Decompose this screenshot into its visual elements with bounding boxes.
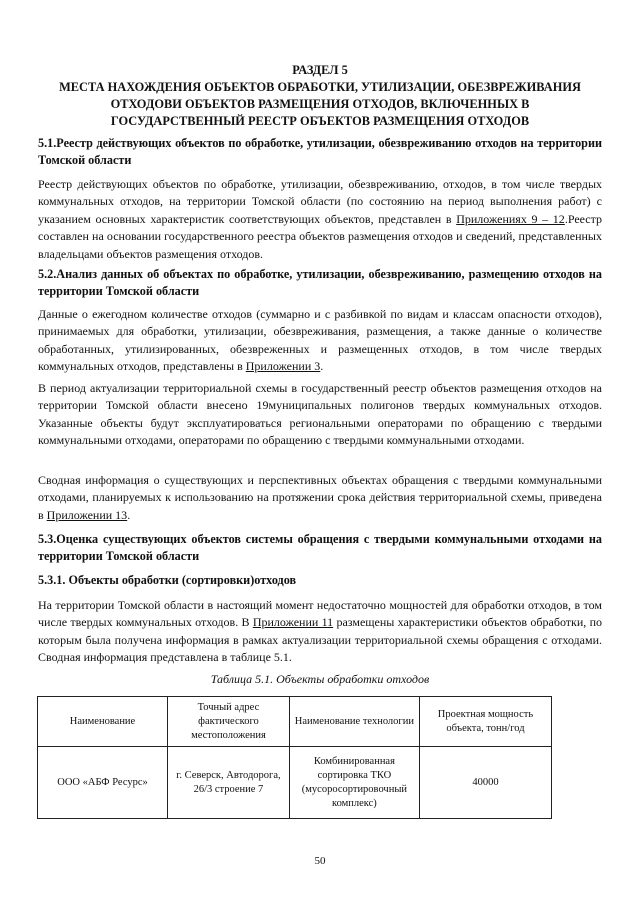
table-cell: 40000 — [419, 747, 551, 819]
table-header-cell: Точный адрес фактического местоположения — [168, 697, 290, 747]
table-header-cell: Наименование технологии — [289, 697, 419, 747]
table-header-row — [38, 697, 552, 747]
table-header-cell: Проектная мощность объекта, тонн/год — [419, 697, 551, 747]
heading-5-1: 5.1.Реестр действующих объектов по обработке, утилизации, обезвреживанию отходов на территории Томской области — [38, 136, 602, 167]
paragraph-5-1: Реестр действующих объектов по обработке, утилизации, обезвреживанию, отходов, в том числе твердых коммунальных отходов, на территории Томской области (по состоянию на период выполнения работ) с указанием основных характеристик соответствующих объектов, представлен в Приложениях 9 – 12.Реестр составлен на основании государственного реестра объектов размещения отходов и сведений, представленных владельцами объектов размещения отходов. — [38, 177, 602, 261]
objects-table — [37, 696, 552, 819]
paragraph-5-2-3: Сводная информация о существующих и перспективных объектах обращения с твердыми коммунальными отходами, планируемых к использованию на протяжении срока действия территориальной схемы, приведена в Приложении 13. — [38, 473, 602, 522]
section-title-line-3: ГОСУДАРСТВЕННЫЙ РЕЕСТР ОБЪЕКТОВ РАЗМЕЩЕНИЯ ОТХОДОВ — [110, 114, 530, 128]
link-appendix-11[interactable]: Приложении 11 — [252, 615, 334, 630]
paragraph-5-3-1: На территории Томской области в настоящий момент недостаточно мощностей для обработки отходов, в том числе твердых коммунальных отходов. В Приложении 11 размещены характеристики объектов обработки, по которым была получена информация в рамках актуализации территориальной схемы обращения с отходами. Сводная информация представлена в таблице 5.1. — [38, 598, 602, 665]
table-cell: ООО «АБФ Ресурс» — [38, 747, 168, 819]
link-appendix-9-12[interactable]: Приложениях 9 – 12 — [456, 211, 565, 226]
section-title-line-1: МЕСТА НАХОЖДЕНИЯ ОБЪЕКТОВ ОБРАБОТКИ, УТИЛИЗАЦИИ, ОБЕЗВРЕЖИВАНИЯ — [59, 80, 581, 94]
paragraph-5-2-1: Данные о ежегодном количестве отходов (суммарно и с разбивкой по видам и классам опасности отходов), принимаемых для обработки, утилизации, обезвреживания, размещения, а также данные о количестве обработанных, утилизированных, обезвреженных и размещенных отходов, в том числе твердых коммунальных отходов, представлены в Приложении 3. — [38, 307, 602, 374]
table-header-cell: Наименование — [38, 697, 168, 747]
section-title-line-2: ОТХОДОВИ ОБЪЕКТОВ РАЗМЕЩЕНИЯ ОТХОДОВ, ВКЛЮЧЕННЫХ В — [110, 97, 530, 111]
page-number: 50 — [314, 855, 326, 867]
table-cell: Комбинированная сортировка ТКО (мусоросортировочный комплекс) — [289, 747, 419, 819]
heading-5-3: 5.3.Оценка существующих объектов системы обращения с твердыми коммунальными отходами на территории Томской области — [38, 532, 602, 563]
heading-5-2: 5.2.Анализ данных об объектах по обработке, утилизации, обезвреживанию, размещению отходов на территории Томской области — [38, 267, 602, 298]
table-row — [38, 747, 552, 819]
table-caption: Таблица 5.1. Объекты обработки отходов — [210, 672, 430, 686]
link-appendix-3[interactable]: Приложении 3 — [245, 359, 321, 374]
section-label: РАЗДЕЛ 5 — [292, 63, 348, 77]
paragraph-5-2-2: В период актуализации территориальной схемы в государственный реестр объектов размещения отходов на территории Томской области внесено 19муниципальных полигонов твердых коммунальных отходов. Указанные объекты будут эксплуатироваться региональными операторами по обращению с твердыми коммунальными отходами, операторами по обращению с твердыми коммунальными отходами. — [38, 381, 602, 448]
table-cell: г. Северск, Автодорога, 26/3 строение 7 — [168, 747, 290, 819]
heading-5-3-1: 5.3.1. Объекты обработки (сортировки)отходов — [38, 573, 297, 587]
link-appendix-13[interactable]: Приложении 13 — [46, 507, 128, 522]
